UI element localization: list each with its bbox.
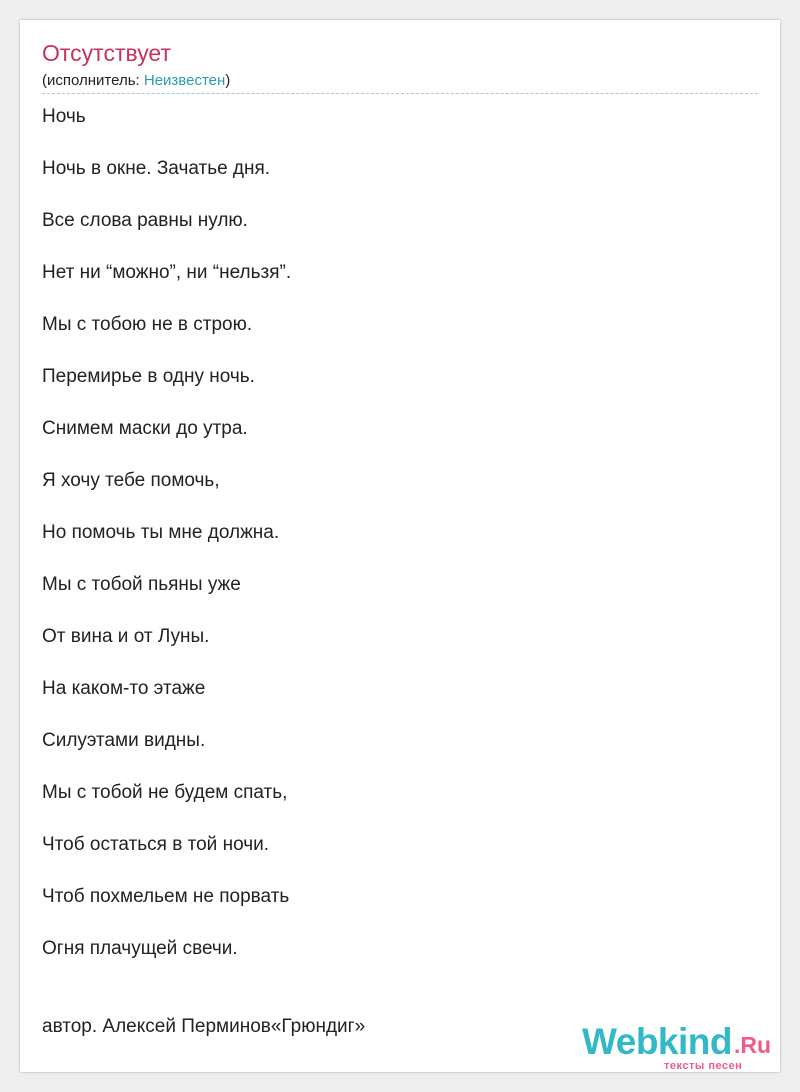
- performer-suffix: ): [225, 72, 231, 89]
- lyric-line: Перемирье в одну ночь.: [42, 366, 255, 387]
- lyrics-sheet: [20, 20, 780, 1072]
- lyric-line: Мы с тобой пьяны уже: [42, 574, 241, 595]
- site-logo[interactable]: [582, 1022, 782, 1074]
- lyric-line: Мы с тобою не в строю.: [42, 314, 253, 335]
- artist-link[interactable]: Неизвестен: [143, 72, 226, 89]
- lyric-line: Ночь в окне. Зачатье дня.: [42, 158, 271, 179]
- lyrics-list: [42, 106, 291, 990]
- lyric-line: Силуэтами видны.: [42, 730, 206, 751]
- lyric-line: Чтоб похмельем не порвать: [42, 886, 290, 907]
- author-credit: автор. Алексей Перминов«Грюндиг»: [42, 1016, 366, 1037]
- lyric-line: Нет ни “можно”, ни “нельзя”.: [42, 262, 292, 283]
- lyric-line: Ночь: [42, 106, 86, 127]
- header-divider: [42, 93, 758, 94]
- lyric-line: Снимем маски до утра.: [42, 418, 248, 439]
- lyric-line: Мы с тобой не будем спать,: [42, 782, 288, 803]
- performer-prefix: (исполнитель:: [42, 72, 144, 89]
- lyric-line: Все слова равны нулю.: [42, 210, 248, 231]
- lyric-line: Чтоб остаться в той ночи.: [42, 834, 270, 855]
- performer-line: [42, 73, 230, 88]
- lyric-line: Но помочь ты мне должна.: [42, 522, 280, 543]
- lyric-line: От вина и от Луны.: [42, 626, 210, 647]
- logo-tagline: тексты песен: [664, 1060, 743, 1072]
- logo-suffix: .Ru: [734, 1032, 772, 1058]
- lyric-line: На каком-то этаже: [42, 678, 206, 699]
- song-title: Отсутствует: [42, 40, 171, 66]
- lyric-line: Я хочу тебе помочь,: [42, 470, 220, 491]
- lyric-line: Огня плачущей свечи.: [42, 938, 238, 959]
- logo-name: Webkind: [582, 1021, 732, 1062]
